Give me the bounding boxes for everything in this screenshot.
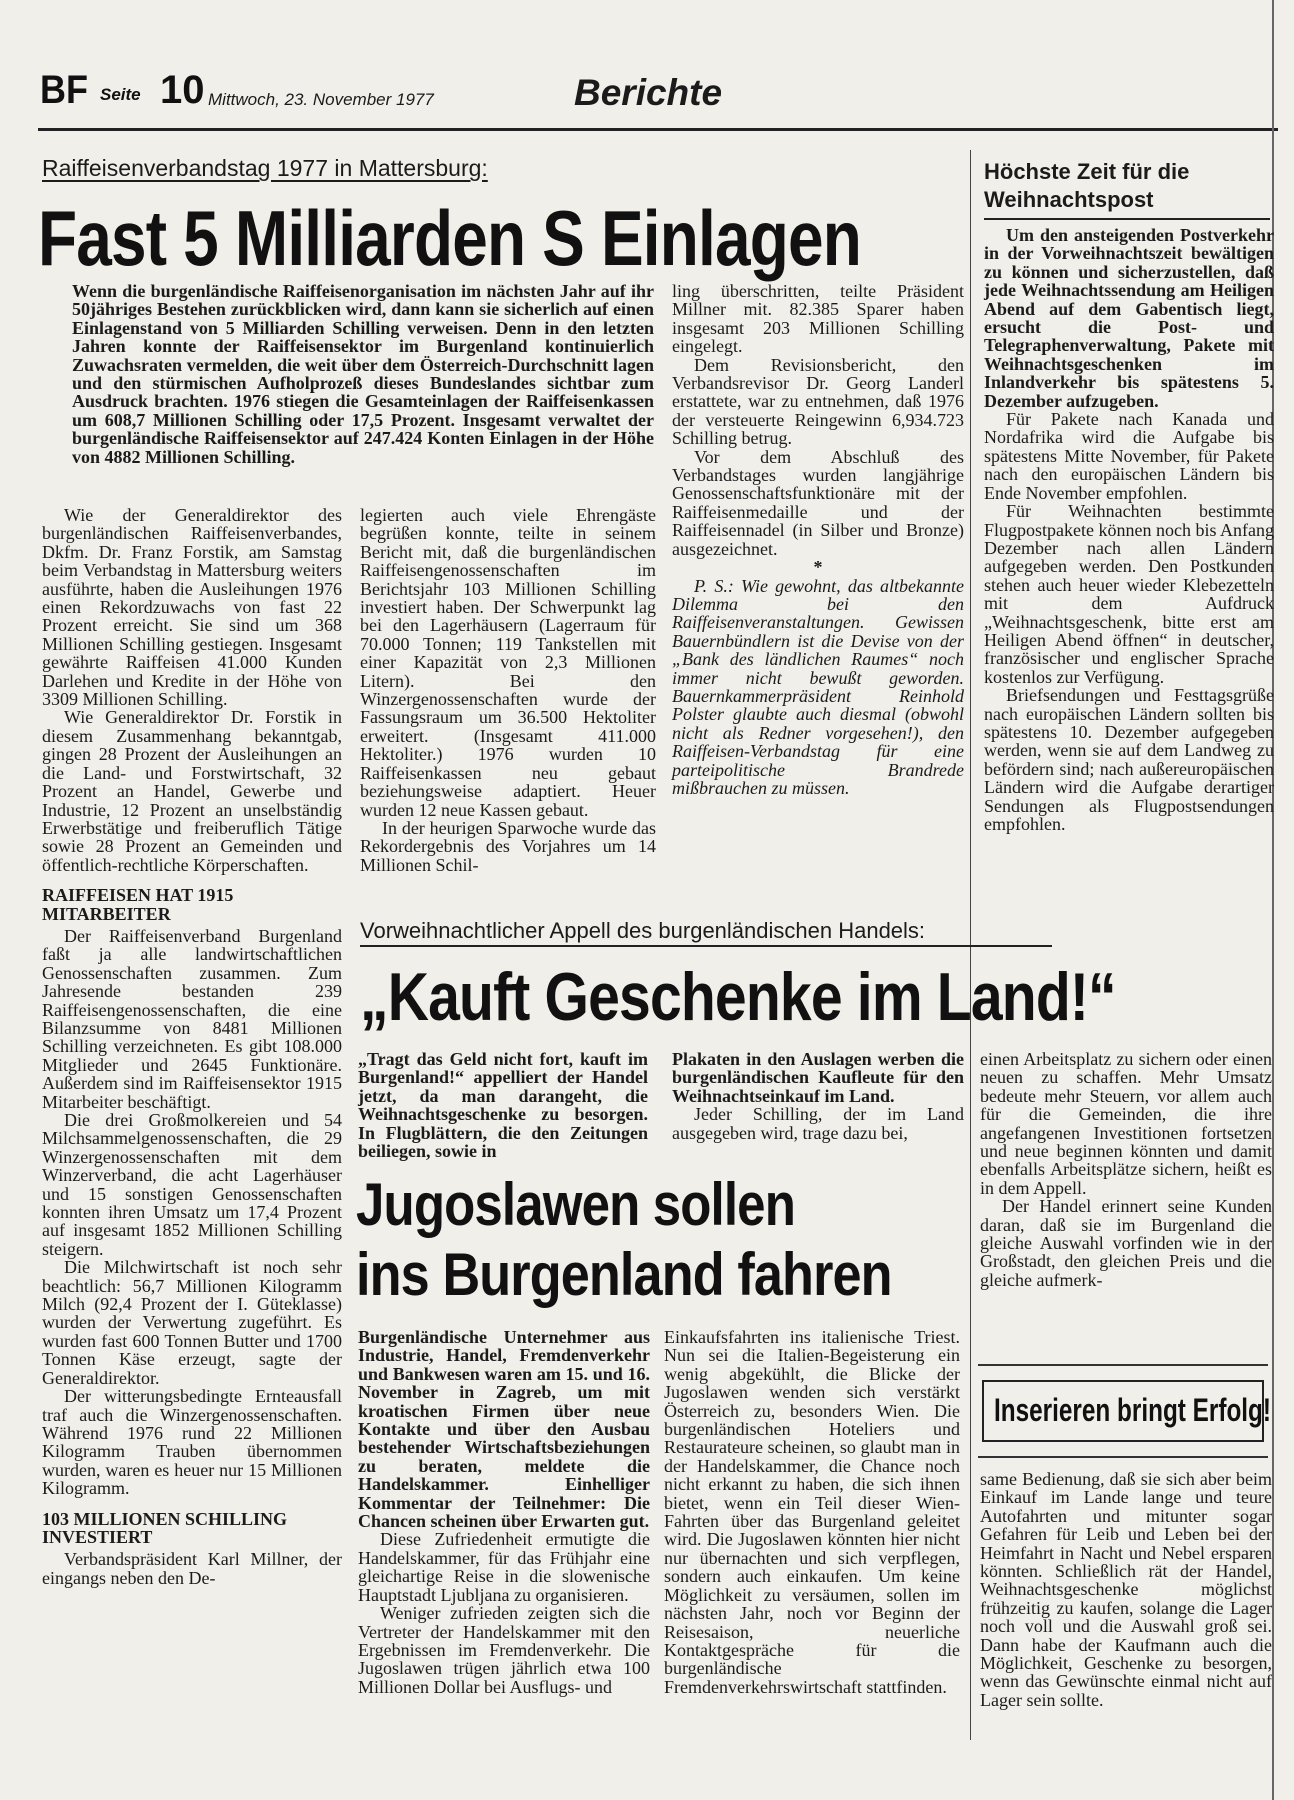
article4-paragraph: Diese Zufriedenheit ermutigte die Handelskammer, für das Frühjahr eine gleichartige Reise in die slowenische Hauptstadt Ljubljana zu organisieren. (358, 1529, 650, 1605)
article1-column-3 (672, 282, 964, 902)
article1-paragraph: In der heurigen Sparwoche wurde das Rekordergebnis des Vorjahres um 14 Millionen Schil- (360, 817, 656, 875)
article2-paragraph: Für Weihnachten bestimmte Flugpostpakete können noch bis Anfang Dezember nach allen Ländern aufgegeben werden. Den Postkunden stehen auch heuer wieder Klebezetteln mit dem Aufdruck „Weihnachtsgeschenk, bitte erst am Heiligen Abend öffnen“ in deutscher, französischer und englischer Sprache kostenlos zur Verfügung. (984, 501, 1274, 687)
article2-headline: Höchste Zeit für die Weihnachtspost (984, 159, 1190, 212)
article3-paragraph: same Bedienung, daß sie sich aber beim Einkauf im Lande lange und teure Autofahrten und mitunter sogar Gefahren für Leib und Leben bei der Heimfahrt in Nacht und Nebel ersparen könnten. Schließlich rät der Handel, Weihnachtsgeschenke möglichst frühzeitig zu kaufen, solange die Lager noch voll und die Auswahl groß sei. Dann habe der Kaufmann auch die Möglichkeit, Geschenke zu besorgen, wenn das Gewünschte einmal nicht auf Lager sein sollte. (980, 1469, 1272, 1710)
article1-paragraph: Dem Revisionsbericht, den Verbandsrevisor Dr. Georg Landerl erstattete, war zu entnehmen, daß 1976 der versteuerte Reingewinn 6,934.723 Schilling betrug. (672, 354, 964, 449)
article3-lead-text: „Tragt das Geld nicht fort, kauft im Burgenland!“ appelliert der Handel jetzt, da man darangeht, die Weihnachtsgeschenke zu besorgen. In Flugblättern, die den Zeitungen beiliegen, sowie in (358, 1049, 648, 1162)
header-rule (38, 128, 1278, 131)
seite-label: Seite (100, 85, 141, 104)
article1-paragraph: Verbandspräsident Karl Millner, der eingangs neben den De- (42, 1549, 342, 1588)
article4-paragraph: Einkaufsfahrten ins italienische Triest. Nun sei die Italien-Begeisterung ein wenig abgekühlt, die Blicke der Jugoslawen wenden sich verstärkt Österreich zu, besonders Wien. Die burgenländischen Hoteliers und Restaurateure scheinen, so glaubt man in der Handelskammer, die Chance noch nicht erkannt zu haben, die sich ihnen bietet, wenn ein Teil dieser Wien-Fahrten über das Burgenland geleitet wird. Die Jugoslawen könnten hier nicht nur übernachten und sich verpflegen, sondern auch einkaufen. Um keine Möglichkeit zu versäumen, sollen im nächsten Jahr, noch vor Beginn der Reisesaison, neuerliche Kontaktgespräche für die burgenländische Fremdenverkehrswirtschaft stattfinden. (664, 1327, 960, 1697)
article3-column-3 (980, 1050, 1272, 1342)
article1-kicker: Raiffeisenverbandstag 1977 in Mattersburg: (42, 155, 488, 181)
article4-column-1 (358, 1328, 650, 1780)
article3-headline: „Kauft Geschenke im Land!“ (360, 959, 1116, 1035)
article1-paragraph: ling überschritten, teilte Präsident Millner mit. 82.385 Sparer haben insgesamt 203 Millionen Schilling eingelegt. (672, 281, 964, 357)
page-number: 10 (160, 68, 205, 112)
article3-lead-continued: Plakaten in den Auslagen werben die burgenländischen Kaufleute für den Weihnachtseinkauf im Land. (672, 1049, 964, 1106)
article1-paragraph: Wie Generaldirektor Dr. Forstik in diesem Zusammenhang bekanntgab, gingen 28 Prozent der Ausleihungen an die Land- und Forstwirtschaft, 32 Prozent an Handel, Gewerbe und Industrie, 12 Prozent an unselbständig Erwerbstätige und freiberuflich Tätige sowie 28 Prozent an Gemeinden und öffentlich-rechtliche Körperschaften. (42, 707, 342, 875)
article1-paragraph: Der witterungsbedingte Ernteausfall traf auch die Winzergenossenschaften. Während 1976 rund 22 Millionen Kilogramm Trauben übernommen wurden, waren es heuer nur 15 Millionen Kilogramm. (42, 1386, 342, 1499)
ad-box (978, 1364, 1272, 1458)
article3-kicker-rule (360, 945, 1052, 947)
ad-text: Inserieren bringt Erfolg! (994, 1392, 1272, 1428)
article1-column-1 (42, 506, 342, 1776)
article4-column-2 (664, 1328, 960, 1780)
section-title: Berichte (574, 72, 723, 113)
article1-lead-text: Wenn die burgenländische Raiffeisenorganisation im nächsten Jahr auf ihr 50jähriges Bestehen zurückblicken wird, dann kann sie sicherlich auf einen Einlagenstand von 5 Milliarden Schilling verweisen. Denn in den letzten Jahren konnte der Raiffeisensektor im Burgenland kontinuierlich Zuwachsraten vermelden, die weit über dem Österreich-Durchschnitt lagen und den stürmischen Aufholprozeß dieses Bundeslandes sichtbar zum Ausdruck brachten. 1976 stiegen die Gesamteinlagen der Raiffeisenkassen um 608,7 Millionen Schilling oder 17,5 Prozent. Insgesamt verwaltet der burgenländische Raiffeisensektor auf 247.424 Konten Einlagen in der Höhe von 4882 Millionen Schilling. (72, 281, 654, 467)
article1-paragraph: Die Milchwirtschaft ist noch sehr beachtlich: 56,7 Millionen Kilogramm Milch (92,4 Prozent der I. Güteklasse) wurden der Verwertung zugeführt. Es wurden fast 600 Tonnen Butter und 1700 Tonnen Käse erzeugt, sagte der Generaldirektor. (42, 1257, 342, 1388)
article3-paragraph: einen Arbeitsplatz zu sichern oder einen neuen zu schaffen. Mehr Umsatz bedeute mehr Steuern, vor allem auch für die Gemeinden, die ihre angefangenen Investitionen fortsetzen und neue beginnen könnten und damit ebenfalls Arbeitsplätze sichern, heißt es in dem Appell. (980, 1049, 1272, 1198)
article3-column-3-continued (980, 1470, 1272, 1790)
article3-column-2 (672, 1050, 964, 1150)
article1-lead (72, 282, 654, 492)
issue-date: Mittwoch, 23. November 1977 (208, 90, 434, 109)
article1-paragraph: Die drei Großmolkereien und 54 Milchsammelgenossenschaften, die 29 Winzergenossenschaften mit dem Winzerverband, die acht Lagerhäuser und 15 sonstigen Genossenschaften konnten ihren Umsatz um 17,4 Prozent auf insgesamt 1852 Millionen Schilling steigern. (42, 1110, 342, 1259)
article1-column-2 (360, 506, 656, 906)
article4-paragraph: Weniger zufrieden zeigten sich die Vertreter der Handelskammer mit den Ergebnissen im Fremdenverkehr. Die Jugoslawen trügen jährlich etwa 100 Millionen Dollar bei Ausflugs- und (358, 1603, 650, 1697)
article1-paragraph: legierten auch viele Ehrengäste begrüßen konnte, teilte in seinem Bericht mit, daß die burgenländischen Raiffeisengenossenschaften im Berichtsjahr 103 Millionen Schilling investiert haben. Der Schwerpunkt lag bei den Lagerhäusern (Lagerraum für 70.000 Tonnen; 119 Tankstellen mit einer Kapazität von 2,3 Millionen Litern). Bei den Winzergenossenschaften wurde der Fassungsraum um 36.500 Hektoliter erweitert. (Insgesamt 411.000 Hektoliter.) 1976 wurden 10 Raiffeisenkassen neu gebaut beziehungsweise adaptiert. Heuer wurden 12 neue Kassen gebaut. (360, 505, 656, 820)
article3-paragraph: Jeder Schilling, der im Land ausgegeben wird, trage dazu bei, (672, 1104, 964, 1143)
article1-paragraph: Wie der Generaldirektor des burgenländischen Raiffeisenverbandes, Dkfm. Dr. Franz Forstik, am Samstag beim Verbandstag in Mattersburg weiters ausführte, haben die Ausleihungen 1976 einen Rekordzuwachs von fast 22 Prozent erreicht. Sie sind um 368 Millionen Schilling gestiegen. Insgesamt gewährte Raiffeisen 41.000 Kunden Darlehen und Kredite in der Höhe von 3309 Millionen Schilling. (42, 505, 342, 710)
article2-headline-rule (984, 218, 1270, 220)
article3-lead (358, 1049, 648, 1162)
article2-paragraph: Für Pakete nach Kanada und Nordafrika wird die Aufgabe bis spätestens Mitte November, für Pakete nach den europäischen Ländern bis Ende November empfohlen. (984, 409, 1274, 503)
article4-headline-line1: Jugoslawen sollen (356, 1171, 795, 1238)
article1-headline: Fast 5 Milliarden S Einlagen (38, 194, 861, 282)
article2-paragraph: Briefsendungen und Festtagsgrüße nach europäischen Ländern sollten bis spätestens 10. Dezember aufgegeben werden, wenn sie auf dem Landweg zu befördern sind; nach außereuropäischen Ländern wird die Aufgabe derartiger Sendungen als Flugpostsendungen empfohlen. (984, 685, 1274, 834)
masthead-logo: BF (40, 68, 88, 112)
article1-subheading: RAIFFEISEN HAT 1915 MITARBEITER (42, 885, 234, 924)
article1-postscript: P. S.: Wie gewohnt, das altbekannte Dilemma bei den Raiffeisenveranstaltungen. Gewissen Bauernbündlern ist die Devise von der „Bank des ländlichen Raumes“ noch immer nicht bewußt geworden. Bauernkammerpräsident Reinhold Polster glaubte auch diesmal (obwohl nicht als Redner vorgesehen!), den Raiffeisen-Verbandstag für eine parteipolitische Brandrede mißbrauchen zu müssen. (672, 575, 964, 798)
article1-paragraph: Der Raiffeisenverband Burgenland faßt ja alle landwirtschaftlichen Genossenschaften zusammen. Zum Jahresende bestanden 239 Raiffeisengenossenschaften, die eine Bilanzsumme von 8481 Millionen Schilling verzeichneten. Es gibt 108.000 Mitglieder und 2645 Funktionäre. Außerdem sind im Raiffeisensektor 1915 Mitarbeiter beschäftigt. (42, 925, 342, 1112)
article3-paragraph: Der Handel erinnert seine Kunden daran, daß sie im Burgenland die gleiche Auswahl vorfinden wie in der Großstadt, den gleichen Preis und die gleiche aufmerk- (980, 1196, 1272, 1290)
article1-subheading: 103 MILLIONEN SCHILLING INVESTIERT (42, 1508, 288, 1547)
article2-lead: Um den ansteigenden Postverkehr in der Vorweihnachtszeit bewältigen zu können und sicherzustellen, daß jede Weihnachtssendung am Heiligen Abend auf dem Gabentisch liegt, ersucht die Post- und Telegraphenverwaltung, Pakete mit Weihnachtsgeschenken im Inlandverkehr bis spätestens 5. Dezember aufzugeben. (984, 225, 1274, 411)
article1-separator: * (813, 557, 823, 578)
article3-kicker: Vorweihnachtlicher Appell des burgenländischen Handels: (360, 918, 926, 943)
article2-body (984, 226, 1274, 916)
article1-paragraph: Vor dem Abschluß des Verbandstages wurden langjährige Genossenschaftsfunktionäre mit der Raiffeisenmedaille und der Raiffeisennadel (in Silber und Bronze) ausgezeichnet. (672, 446, 964, 559)
article4-lead: Burgenländische Unternehmer aus Industrie, Handel, Fremdenverkehr und Bankwesen waren am 15. und 16. November in Zagreb, um mit kroatischen Firmen über neue Kontakte und über den Ausbau bestehender Wirtschaftsbeziehungen zu beraten, meldete die Handelskammer. Einhelliger Kommentar der Teilnehmer: Die Chancen scheinen über Erwarten gut. (358, 1327, 650, 1532)
article4-headline-line2: ins Burgenland fahren (356, 1241, 892, 1308)
